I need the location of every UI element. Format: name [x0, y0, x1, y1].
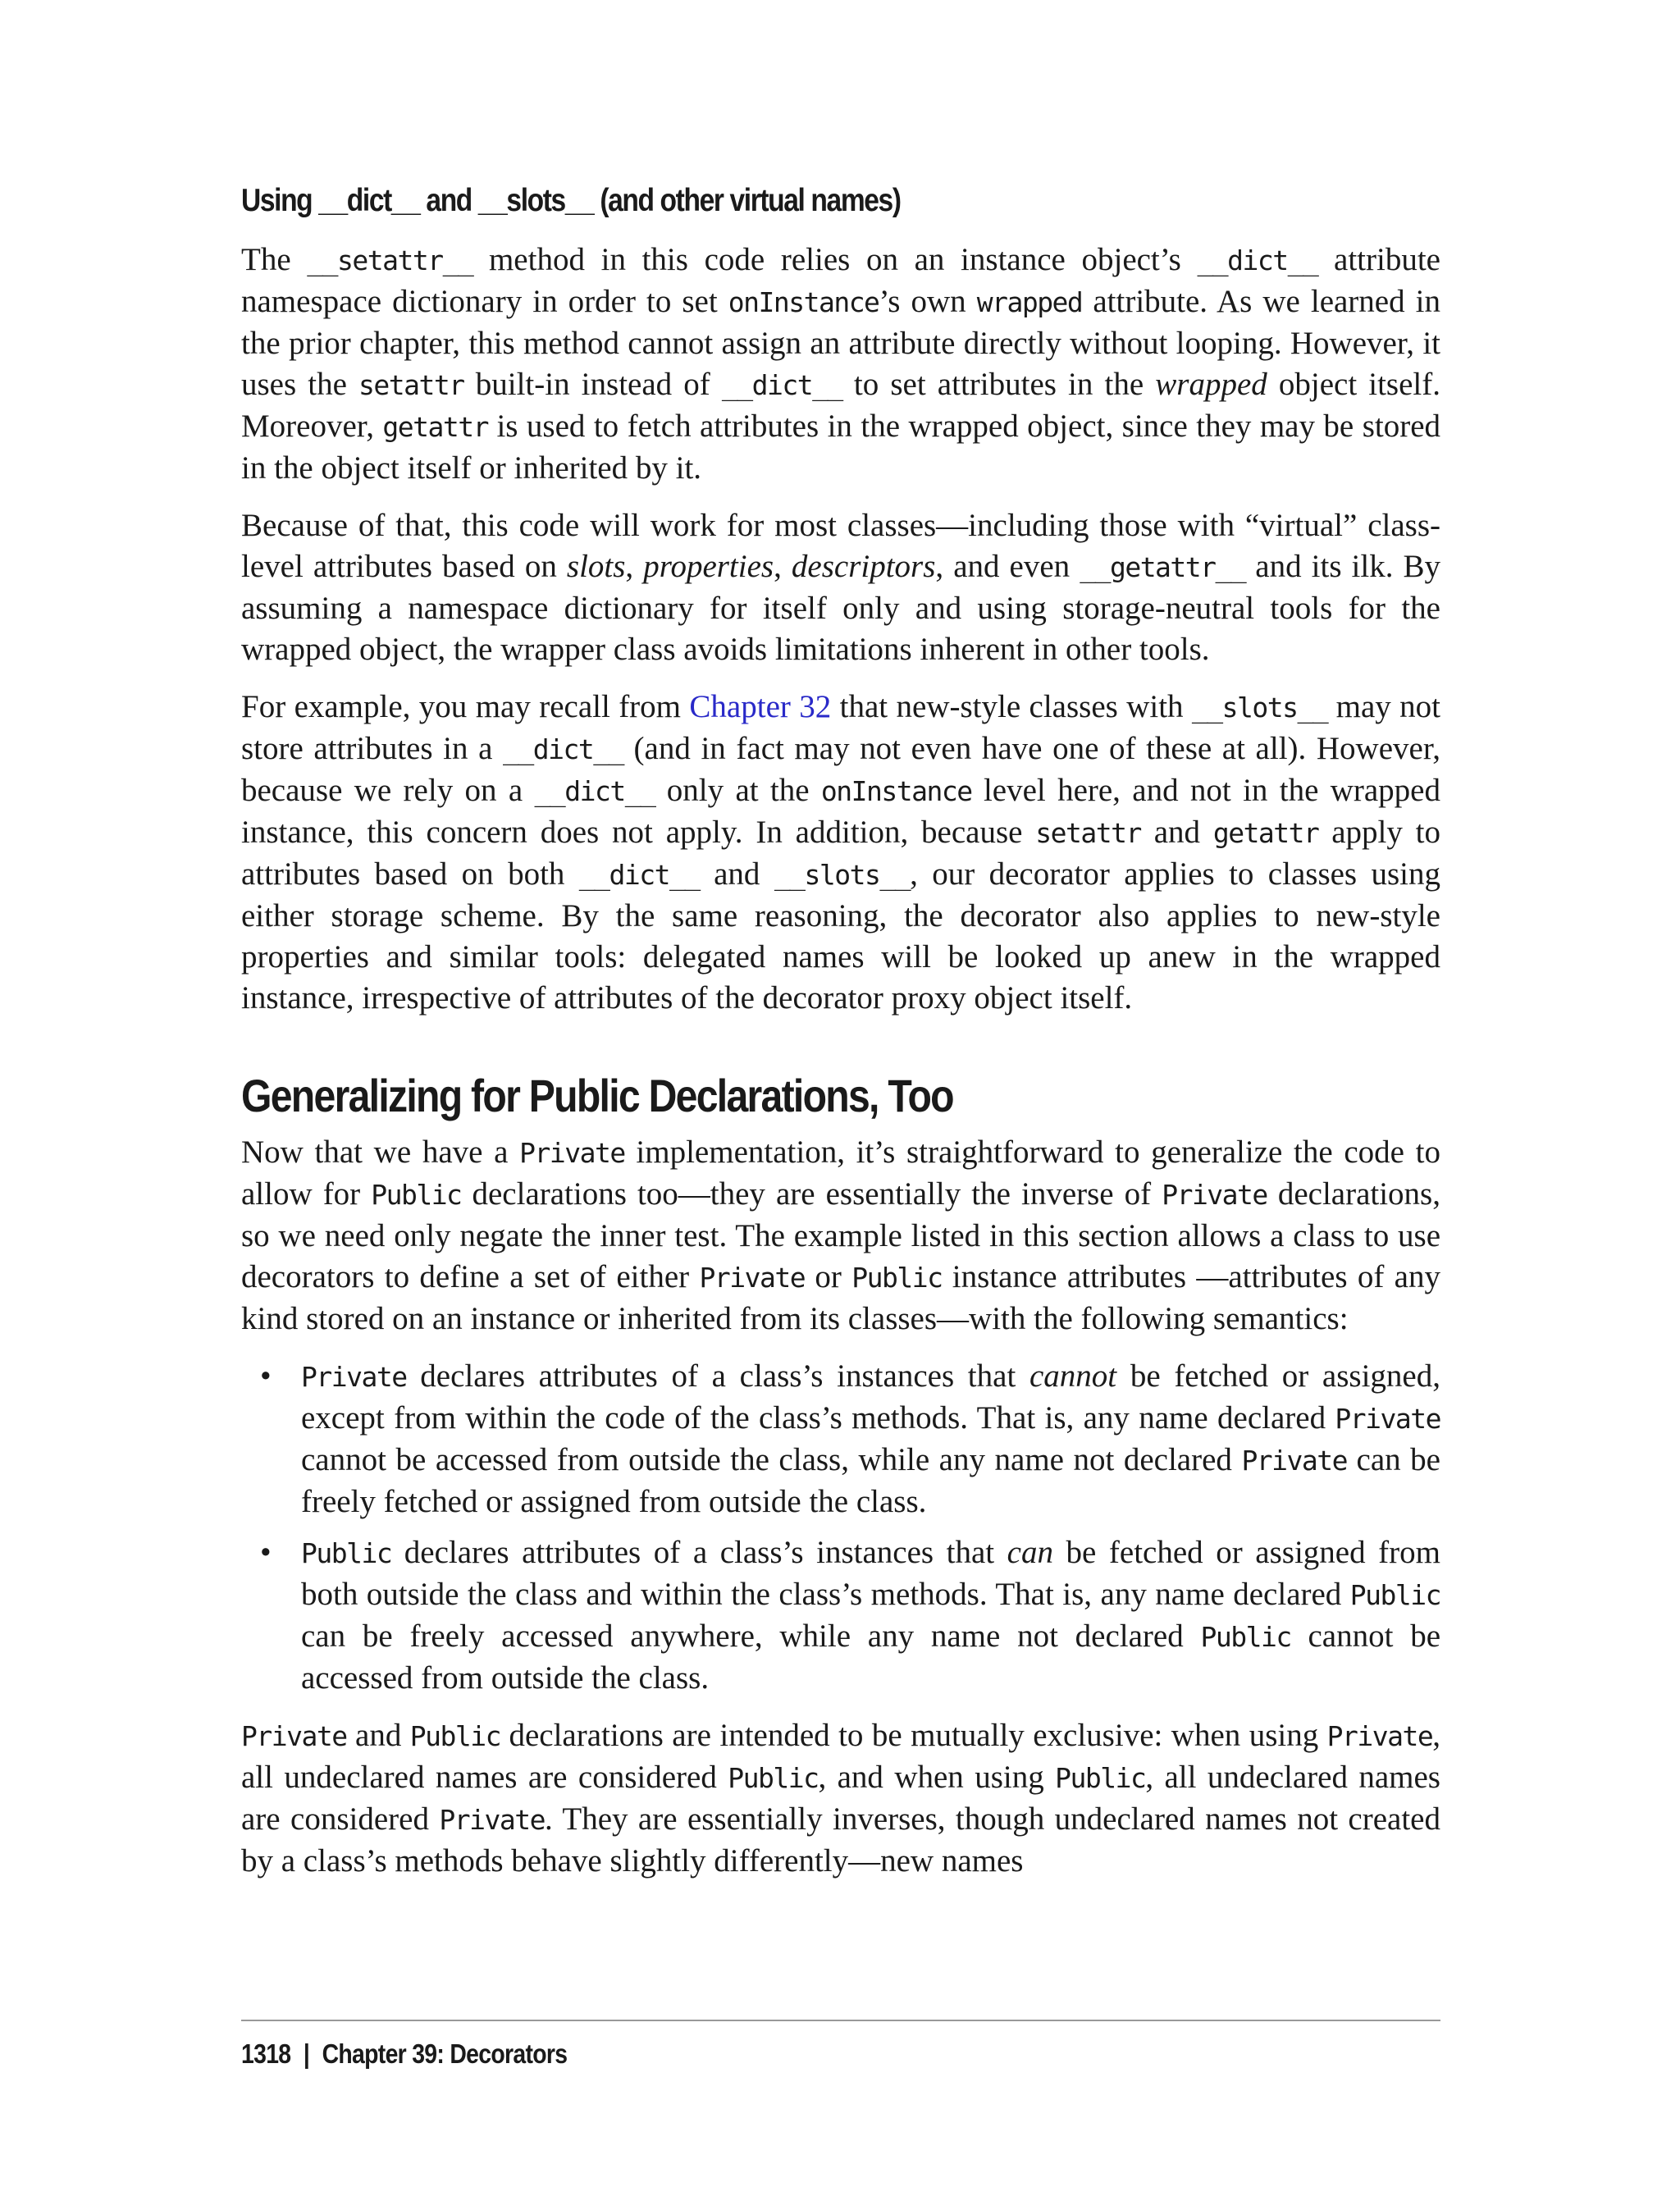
footer-divider — [241, 2020, 1440, 2021]
chapter-32-link[interactable]: Chapter 32 — [689, 689, 832, 724]
section-heading: Using __dict__ and __slots__ (and other virtual names) — [241, 183, 901, 218]
list-item: • Public declares attributes of a class’s instances that can be fetched or assigned from both outside the class and within the class’s methods. That is, any name declared Public can be freely accessed anywhere, while any name not declared Public cannot be accessed from outside the class. — [301, 1532, 1440, 1699]
paragraph-virtual-attributes: Because of that, this code will work for most classes—including those with “virtual” class-level attributes based on slots, properties, descriptors, and even __getattr__ and its ilk. By assuming a namespace dictionary for itself only and using storage-neutral tools for the wrapped object, the wrapper class avoids limitations inherent in other tools. — [241, 508, 1441, 667]
main-heading: Generalizing for Public Declarations, Too — [241, 1070, 953, 1121]
semantics-list — [241, 1356, 1440, 1699]
page-footer — [241, 2038, 567, 2070]
chapter-title: Chapter 39: Decorators — [322, 2038, 568, 2069]
paragraph-setattr: The __setattr__ method in this code relies on an instance object’s __dict__ attribute namespace dictionary in order to set onInstance’s own wrapped attribute. As we learned in the prior chapter, this method cannot assign an attribute directly without looping. However, it uses the setattr built-in instead of __dict__ to set attributes in the wrapped object itself. Moreover, getattr is used to fetch attributes in the wrapped object, since they may be stored in the object itself or inherited by it. — [241, 242, 1440, 486]
bullet-icon: • — [260, 1535, 272, 1570]
paragraph-public-intro: Now that we have a Private implementation, it’s straightforward to generalize the code to allow for Public declarations too—they are essentially the inverse of Private declarations, so we need only negate the inner test. The example listed in this section allows a class to use decorators to define a set of either Private or Public instance attributes —attributes of any kind stored on an instance or inherited from its classes—with the following semantics: — [241, 1134, 1440, 1336]
paragraph-slots-example: For example, you may recall from Chapter 32 that new-style classes with __slots__ may not store attributes in a __dict__ (and in fact may not even have one of these at all). However, because we rely on a __dict__ only at the onInstance level here, and not in the wrapped instance, this concern does not apply. In addition, because setattr and getattr apply to attributes based on both __dict__ and __slots__, our decorator applies to classes using either storage scheme. By the same reasoning, the decorator also applies to new-style properties and similar tools: delegated names will be looked up anew in the wrapped instance, irrespective of attributes of the decorator proxy object itself. — [241, 689, 1441, 1016]
footer-separator: | — [303, 2038, 310, 2069]
list-item: • Private declares attributes of a class’s instances that cannot be fetched or assigned, except from within the code of the class’s methods. That is, any name declared Private cannot be accessed from outside the class, while any name not declared Private can be freely fetched or assigned from outside the class. — [301, 1356, 1440, 1522]
page-number: 1318 — [241, 2038, 291, 2069]
page-content — [241, 179, 1440, 1898]
bullet-icon: • — [260, 1358, 272, 1394]
paragraph-mutually-exclusive: Private and Public declarations are intended to be mutually exclusive: when using Private, all undeclared names are considered Public, and when using Public, all undeclared names are considered Private. They are essentially inverses, though undeclared names not created by a class’s methods behave slightly differently—new names — [241, 1718, 1440, 1879]
